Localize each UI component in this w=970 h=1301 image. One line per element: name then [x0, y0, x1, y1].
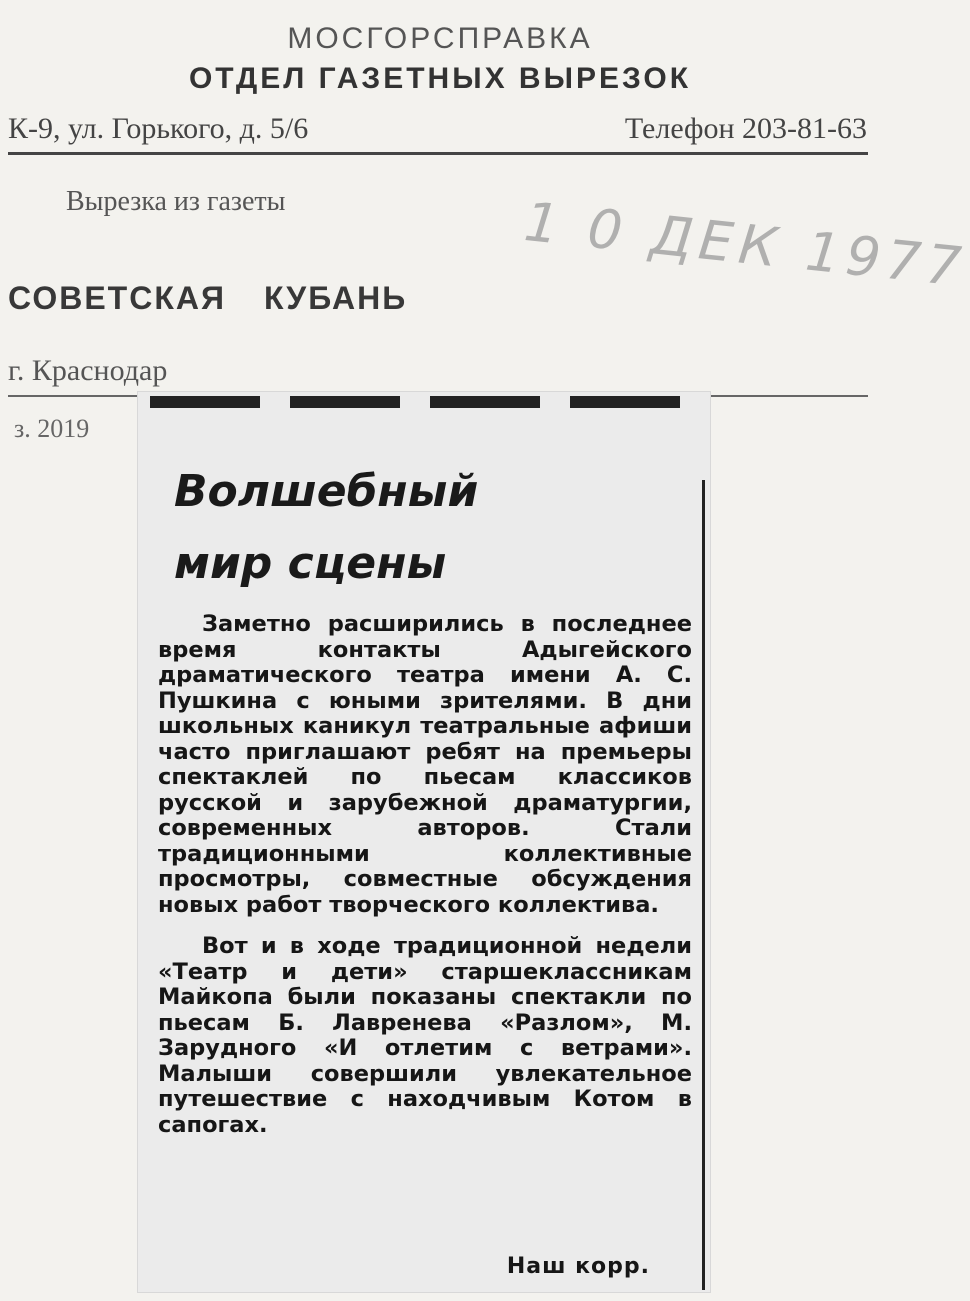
issue-number: з. 2019 — [14, 414, 90, 443]
headline-line-1: Волшебный — [174, 466, 479, 517]
headline-line-2: мир сцены — [174, 538, 447, 589]
newspaper-name-part2: КУБАНЬ — [263, 280, 408, 316]
agency-phone: Телефон 203-81-63 — [624, 112, 867, 145]
department-name: ОТДЕЛ ГАЗЕТНЫХ ВЫРЕЗОК — [188, 62, 692, 95]
article-signature: Наш корр. — [506, 1254, 650, 1279]
newspaper-name-part1: СОВЕТСКАЯ — [8, 280, 226, 316]
agency-address: К-9, ул. Горького, д. 5/6 — [8, 112, 309, 145]
date-stamp: 1 0 ДЕК 1977 — [521, 190, 970, 300]
newspaper-name — [8, 280, 407, 317]
clipping-label: Вырезка из газеты — [66, 186, 286, 217]
newspaper-city: г. Краснодар — [8, 354, 168, 387]
clipping-top-rule — [150, 396, 690, 408]
article-body — [158, 612, 692, 1138]
article-headline — [174, 456, 694, 600]
column-rule — [702, 480, 705, 1290]
article-paragraph-2: Вот и в ходе традиционной недели «Театр и дети» старшеклассникам Майкопа были показаны спектакли по пьесам Б. Лавренева «Разлом», М. Зарудного «И отлетим с ветрами». Малыши совершили увлекательное путешествие с находчивым Котом в сапогах. — [158, 933, 692, 1138]
article-paragraph-1: Заметно расширились в последнее время контакты Адыгейского драматического театра имени А. С. Пушкина с юными зрителями. В дни школьных каникул театральные афиши часто приглашают ребят на премьеры спектаклей по пьесам классиков русской и зарубежной драматургии, современных авторов. Стали традиционными коллективные просмотры, совместные обсуждения новых работ творческого коллектива. — [158, 611, 692, 918]
agency-name: МОСГОРСПРАВКА — [287, 22, 593, 55]
header-divider — [8, 152, 868, 155]
